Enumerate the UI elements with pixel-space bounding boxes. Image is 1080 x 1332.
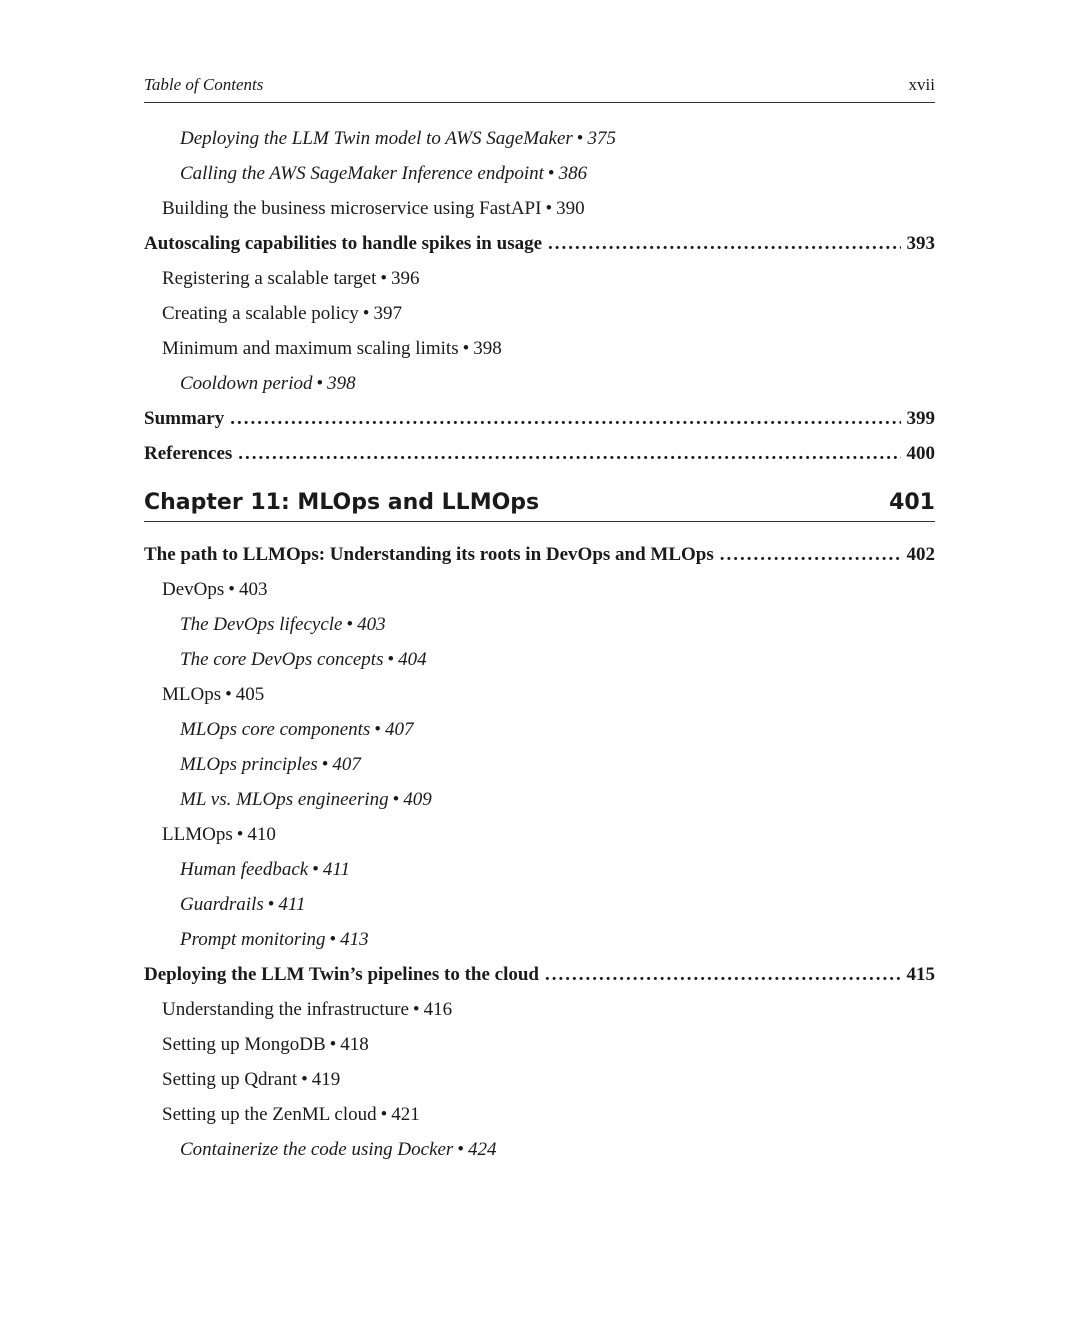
- bullet-separator-icon: •: [329, 1034, 337, 1055]
- toc-entry-page: 407: [384, 719, 414, 740]
- toc-entry-level-1[interactable]: [144, 401, 935, 436]
- bullet-separator-icon: •: [316, 373, 324, 394]
- chapter-heading[interactable]: [144, 486, 935, 522]
- toc-entry-title: Summary: [144, 408, 225, 429]
- toc-entry-level-3[interactable]: [144, 642, 935, 677]
- bullet-separator-icon: •: [236, 824, 244, 845]
- toc-entry-title: Containerize the code using Docker: [180, 1139, 454, 1160]
- toc-entry-page: 411: [322, 859, 350, 880]
- toc-entry-page: 421: [391, 1104, 420, 1125]
- toc-entry-page: 413: [340, 929, 369, 950]
- toc-entry-page: 418: [340, 1034, 369, 1055]
- toc-entry-page: 400: [906, 443, 935, 464]
- toc-entry-level-1[interactable]: [144, 226, 935, 261]
- toc-entry-title: Deploying the LLM Twin model to AWS SageMaker: [180, 128, 573, 149]
- toc-entry-page: 402: [906, 544, 935, 565]
- toc-entry-title: Autoscaling capabilities to handle spikes in usage: [144, 233, 543, 254]
- toc-entry-title: Registering a scalable target: [162, 268, 377, 289]
- toc-entry-page: 403: [238, 579, 268, 600]
- toc-entry-page: 375: [587, 128, 616, 149]
- toc-entry-level-3[interactable]: [144, 607, 935, 642]
- toc-entry-level-2[interactable]: [144, 331, 935, 366]
- toc-entry-page: 405: [235, 684, 265, 705]
- toc-entry-title: Human feedback: [180, 859, 309, 880]
- toc-entry-title: Creating a scalable policy: [162, 303, 359, 324]
- toc-list-after-chapter: [144, 537, 935, 1167]
- chapter-title: Chapter 11: MLOps and LLMOps: [144, 490, 540, 515]
- running-header-title: Table of Contents: [144, 75, 264, 94]
- toc-entry-page: 398: [327, 373, 356, 394]
- dot-leader: [548, 226, 900, 261]
- toc-entry-title: Setting up Qdrant: [162, 1069, 298, 1090]
- bullet-separator-icon: •: [228, 579, 235, 600]
- bullet-separator-icon: •: [346, 614, 354, 635]
- toc-entry-level-3[interactable]: [144, 121, 935, 156]
- toc-entry-page: 398: [473, 338, 502, 359]
- bullet-separator-icon: •: [321, 754, 329, 775]
- bullet-separator-icon: •: [412, 999, 420, 1020]
- toc-entry-title: Understanding the infrastructure: [162, 999, 409, 1020]
- toc-entry-title: Building the business microservice using FastAPI: [162, 198, 542, 219]
- toc-entry-title: Setting up MongoDB: [162, 1034, 326, 1055]
- toc-entry-title: MLOps: [162, 684, 222, 705]
- toc-entry-page: 410: [247, 824, 276, 845]
- toc-entry-level-2[interactable]: [144, 296, 935, 331]
- bullet-separator-icon: •: [547, 163, 555, 184]
- bullet-separator-icon: •: [576, 128, 584, 149]
- bullet-separator-icon: •: [392, 789, 400, 810]
- toc-entry-title: The path to LLMOps: Understanding its roots in DevOps and MLOps: [144, 544, 714, 565]
- toc-entry-level-1[interactable]: [144, 957, 935, 992]
- toc-entry-title: References: [144, 443, 233, 464]
- toc-entry-page: 404: [398, 649, 427, 670]
- toc-entry-level-3[interactable]: [144, 852, 935, 887]
- bullet-separator-icon: •: [225, 684, 232, 705]
- toc-entry-level-2[interactable]: [144, 261, 935, 296]
- bullet-separator-icon: •: [380, 268, 388, 289]
- running-header: [144, 72, 935, 103]
- toc-entry-page: 397: [373, 303, 402, 324]
- dot-leader: [230, 401, 900, 436]
- dot-leader: [545, 957, 900, 992]
- toc-entry-page: 416: [423, 999, 453, 1020]
- toc-entry-page: 419: [311, 1069, 341, 1090]
- toc-entry-page: 415: [906, 964, 935, 985]
- toc-entry-title: ML vs. MLOps engineering: [180, 789, 389, 810]
- toc-entry-title: The DevOps lifecycle: [180, 614, 343, 635]
- toc-entry-level-2[interactable]: [144, 1062, 935, 1097]
- toc-entry-page: 409: [403, 789, 432, 810]
- toc-entry-page: 393: [906, 233, 935, 254]
- bullet-separator-icon: •: [545, 198, 553, 219]
- toc-entry-level-2[interactable]: [144, 677, 935, 712]
- toc-entry-title: DevOps: [162, 579, 225, 600]
- toc-entry-title: Minimum and maximum scaling limits: [162, 338, 459, 359]
- toc-entry-level-2[interactable]: [144, 1027, 935, 1062]
- bullet-separator-icon: •: [387, 649, 395, 670]
- toc-list-before-chapter: [144, 121, 935, 471]
- toc-entry-title: Cooldown period: [180, 373, 313, 394]
- toc-entry-page: 403: [357, 614, 386, 635]
- toc-entry-title: Setting up the ZenML cloud: [162, 1104, 377, 1125]
- toc-entry-title: The core DevOps concepts: [180, 649, 384, 670]
- bullet-separator-icon: •: [329, 929, 337, 950]
- toc-entry-level-3[interactable]: [144, 782, 935, 817]
- dot-leader: [238, 436, 900, 471]
- toc-entry-page: 399: [906, 408, 935, 429]
- toc-entry-level-2[interactable]: [144, 572, 935, 607]
- toc-entry-title: Calling the AWS SageMaker Inference endpoint: [180, 163, 544, 184]
- bullet-separator-icon: •: [267, 894, 275, 915]
- toc-entry-title: MLOps principles: [180, 754, 318, 775]
- toc-entry-level-3[interactable]: [144, 366, 935, 401]
- bullet-separator-icon: •: [374, 719, 381, 740]
- toc-entry-level-1[interactable]: [144, 537, 935, 572]
- bullet-separator-icon: •: [301, 1069, 308, 1090]
- toc-entry-page: 424: [468, 1139, 497, 1160]
- toc-entry-page: 386: [558, 163, 588, 184]
- toc-entry-level-3[interactable]: [144, 712, 935, 747]
- bullet-separator-icon: •: [457, 1139, 464, 1160]
- toc-entry-page: 390: [556, 198, 585, 219]
- dot-leader: [720, 537, 901, 572]
- bullet-separator-icon: •: [380, 1104, 388, 1125]
- chapter-page-number: 401: [889, 490, 935, 515]
- bullet-separator-icon: •: [462, 338, 470, 359]
- toc-entry-title: Guardrails: [180, 894, 264, 915]
- toc-entry-level-3[interactable]: [144, 156, 935, 191]
- toc-entry-page: 407: [332, 754, 361, 775]
- toc-entry-page: 396: [391, 268, 420, 289]
- bullet-separator-icon: •: [312, 859, 319, 880]
- toc-entry-title: Deploying the LLM Twin’s pipelines to the cloud: [144, 964, 540, 985]
- toc-entry-level-3[interactable]: [144, 887, 935, 922]
- toc-entry-title: LLMOps: [162, 824, 233, 845]
- toc-entry-level-2[interactable]: [144, 992, 935, 1027]
- toc-entry-level-3[interactable]: [144, 747, 935, 782]
- toc-entry-level-3[interactable]: [144, 922, 935, 957]
- toc-entry-level-2[interactable]: [144, 1097, 935, 1132]
- bullet-separator-icon: •: [362, 303, 370, 324]
- toc-entry-level-2[interactable]: [144, 817, 935, 852]
- toc-entry-title: Prompt monitoring: [180, 929, 326, 950]
- toc-entry-level-2[interactable]: [144, 191, 935, 226]
- running-header-page-number: xvii: [908, 75, 935, 94]
- toc-entry-page: 411: [278, 894, 306, 915]
- toc-entry-level-1[interactable]: [144, 436, 935, 471]
- toc-entry-level-3[interactable]: [144, 1132, 935, 1167]
- toc-entry-title: MLOps core components: [180, 719, 371, 740]
